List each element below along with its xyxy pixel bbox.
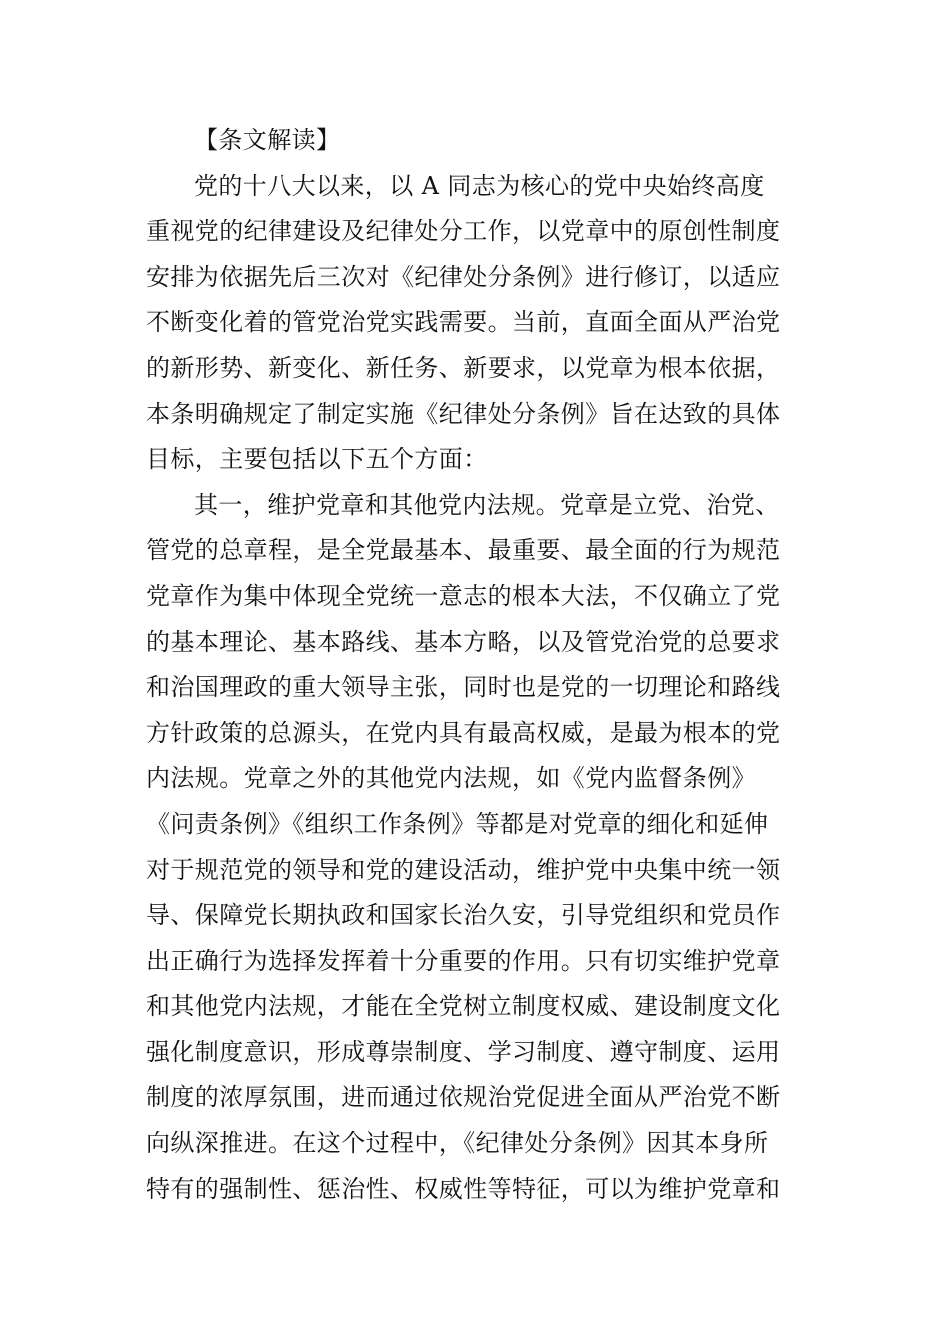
paragraph-line: 内法规。党章之外的其他党内法规，如《党内监督条例》 [146, 764, 756, 793]
paragraph-line: 安排为依据先后三次对《纪律处分条例》进行修订，以适应 [146, 262, 781, 291]
paragraph-line: 出正确行为选择发挥着十分重要的作用。只有切实维护党章 [146, 946, 781, 975]
paragraph-line: 向纵深推进。在这个过程中，《纪律处分条例》因其本身所 [146, 1129, 769, 1158]
paragraph-line: 强化制度意识，形成尊崇制度、学习制度、遵守制度、运用 [146, 1037, 781, 1066]
body-text [146, 118, 810, 1212]
paragraph-line: 其一，维护党章和其他党内法规。党章是立党、治党、 [194, 490, 780, 519]
paragraph-line: 的基本理论、基本路线、基本方略，以及管党治党的总要求 [146, 627, 781, 656]
paragraph-line: 不断变化着的管党治党实践需要。当前，直面全面从严治党 [146, 308, 781, 337]
paragraph-line: 管党的总章程，是全党最基本、最重要、最全面的行为规范 [146, 536, 781, 565]
paragraph-line: 和其他党内法规，才能在全党树立制度权威、建设制度文化 [146, 992, 781, 1021]
paragraph-line: 目标，主要包括以下五个方面： [146, 445, 488, 474]
paragraph-line: 方针政策的总源头，在党内具有最高权威，是最为根本的党 [146, 718, 781, 747]
section-heading: 【条文解读】 [194, 126, 341, 154]
paragraph-line: 党章作为集中体现全党统一意志的根本大法，不仅确立了党 [146, 581, 781, 610]
paragraph-line: 对于规范党的领导和党的建设活动，维护党中央集中统一领 [146, 855, 781, 884]
paragraph-line: 导、保障党长期执政和国家长治久安，引导党组织和党员作 [146, 901, 781, 930]
paragraph-line: 特有的强制性、惩治性、权威性等特征，可以为维护党章和 [146, 1174, 781, 1203]
paragraph-line: 的新形势、新变化、新任务、新要求，以党章为根本依据， [146, 353, 781, 382]
paragraph-line: 党的十八大以来，以 A 同志为核心的党中央始终高度 [194, 171, 765, 200]
paragraph-line: 本条明确规定了制定实施《纪律处分条例》旨在达致的具体 [146, 399, 781, 428]
paragraph-line: 《问责条例》《组织工作条例》等都是对党章的细化和延伸 [146, 809, 769, 838]
paragraph-line: 制度的浓厚氛围，进而通过依规治党促进全面从严治党不断 [146, 1083, 781, 1112]
paragraph-line: 重视党的纪律建设及纪律处分工作，以党章中的原创性制度 [146, 217, 781, 246]
paragraph-line: 和治国理政的重大领导主张，同时也是党的一切理论和路线 [146, 673, 781, 702]
